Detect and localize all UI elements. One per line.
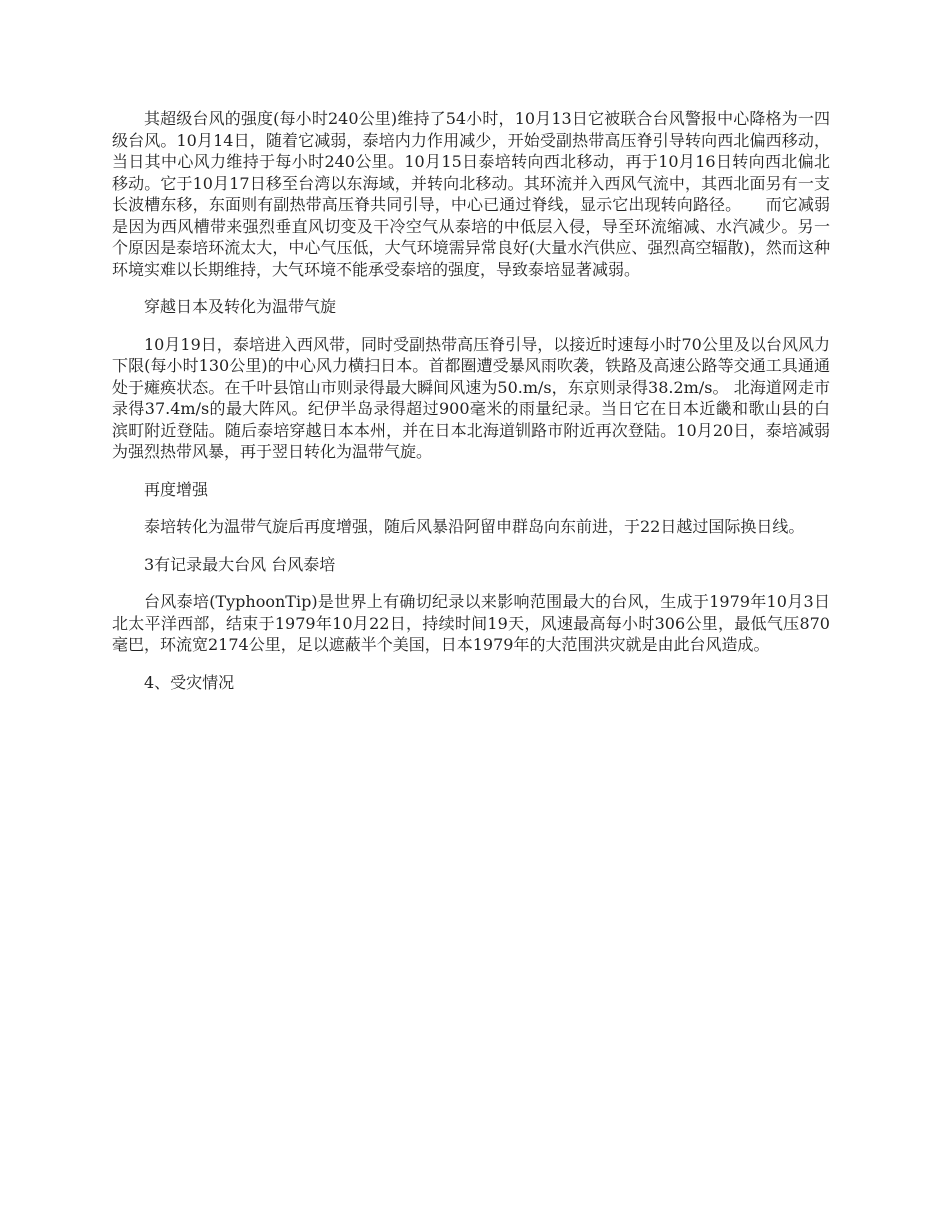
paragraph-weakening: 其超级台风的强度(每小时240公里)维持了54小时，10月13日它被联合台风警报中心降格为一四级台风。10月14日，随着它减弱，泰培内力作用减少，开始受副热带高压脊引导转向西北偏西移动，当日其中心风力维持于每小时240公里。10月15日泰培转向西北移动，再于10月16日转向西北偏北移动。它于10月17日移至台湾以东海域，并转向北移动。其环流并入西风气流中，其西北面另有一支长波槽东移，东面则有副热带高压脊共同引导，中心已通过脊线，显示它出现转向路径。 而它减弱是因为西风槽带来强烈垂直风切变及干冷空气从泰培的中低层入侵，导至环流缩减、水汽减少。另一个原因是泰培环流太大，中心气压低，大气环境需异常良好(大量水汽供应、强烈高空辐散)，然而这种环境实难以长期维持，大气环境不能承受泰培的强度，导致泰培显著减弱。 <box>112 109 830 279</box>
heading-disaster: 4、受灾情况 <box>144 672 235 692</box>
paragraph-crossing-japan: 10月19日，泰培进入西风带，同时受副热带高压脊引导，以接近时速每小时70公里及以台风风力下限(每小时130公里)的中心风力横扫日本。首都圈遭受暴风雨吹袭，铁路及高速公路等交通工具通通处于瘫痪状态。在千叶县馆山市则录得最大瞬间风速为50.m/s，东京则录得38.2m/s。 北海道网走市录得37.4m/s的最大阵风。纪伊半岛录得超过900毫米的雨量纪录。当日它在日本近畿和歌山县的白滨町附近登陆。随后泰培穿越日本本州，并在日本北海道钏路市附近再次登陆。10月20日，泰培减弱为强烈热带风暴，再于翌日转化为温带气旋。 <box>112 334 830 461</box>
paragraph-reintensify: 泰培转化为温带气旋后再度增强，随后风暴沿阿留申群岛向东前进，于22日越过国际换日线。 <box>144 517 805 536</box>
heading-crossing-japan: 穿越日本及转化为温带气旋 <box>144 297 337 316</box>
heading-reintensify: 再度增强 <box>144 479 209 499</box>
paragraph-largest-typhoon: 台风泰培(TyphoonTip)是世界上有确切纪录以来影响范围最大的台风，生成于1979年10月3日北太平洋西部，结束于1979年10月22日，持续时间19天，风速最高每小时306公里，最低气压870毫巴，环流宽2174公里，足以遮蔽半个美国，日本1979年的大范围洪灾就是由此台风造成。 <box>112 592 830 654</box>
document-body <box>112 108 830 709</box>
heading-largest-typhoon: 3有记录最大台风 台风泰培 <box>144 554 336 574</box>
